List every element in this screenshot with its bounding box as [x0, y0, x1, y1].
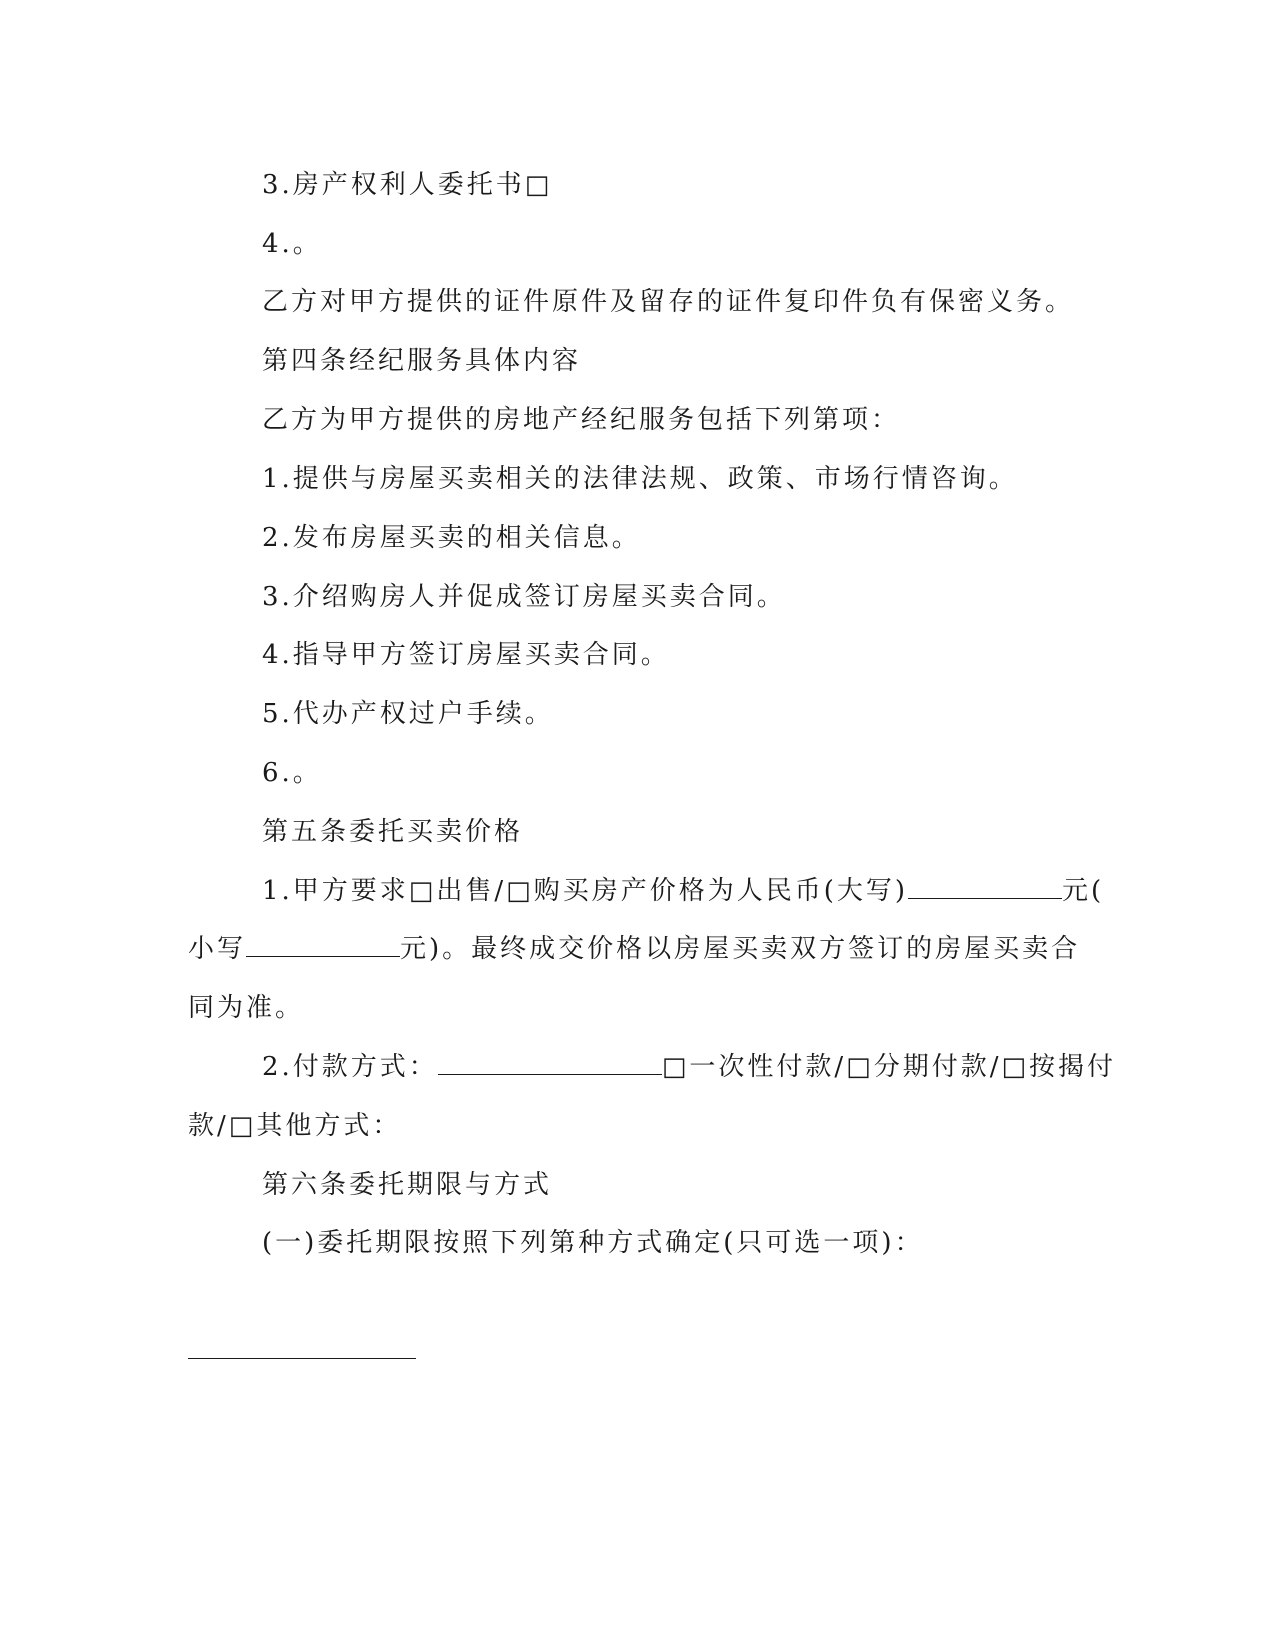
payment-text-b: □一次性付款/□分期付款/□按揭付	[661, 1052, 1117, 1082]
payment-method-blank[interactable]	[438, 1050, 662, 1075]
price-line-3: 同为准。	[188, 993, 305, 1023]
service-item-1: 1.提供与房屋买卖相关的法律法规、政策、市场行情咨询。	[262, 464, 1018, 494]
price-lowercase-blank[interactable]	[246, 932, 400, 957]
services-intro: 乙方为甲方提供的房地产经纪服务包括下列第项：	[262, 405, 901, 435]
service-item-5: 5.代办产权过户手续。	[262, 699, 554, 729]
article-6-heading: 第六条委托期限与方式	[262, 1170, 553, 1200]
price-uppercase-blank[interactable]	[908, 874, 1062, 899]
payment-text-a: 2.付款方式：	[262, 1052, 438, 1082]
confidentiality-clause: 乙方对甲方提供的证件原件及留存的证件复印件负有保密义务。	[262, 287, 1075, 317]
service-item-3: 3.介绍购房人并促成签订房屋买卖合同。	[262, 582, 786, 612]
service-item-2: 2.发布房屋买卖的相关信息。	[262, 523, 641, 553]
service-item-4: 4.指导甲方签订房屋买卖合同。	[262, 640, 670, 670]
payment-line-1	[262, 1050, 1116, 1084]
footnote-rule	[188, 1358, 416, 1359]
item-4-blank: 4.。	[262, 229, 322, 259]
price-line-2	[188, 932, 1080, 966]
price-text-c: 小写	[188, 934, 247, 964]
service-item-6: 6.。	[262, 758, 322, 788]
article-5-heading: 第五条委托买卖价格	[262, 817, 524, 847]
article-4-heading: 第四条经纪服务具体内容	[262, 346, 582, 376]
term-method-line: (一)委托期限按照下列第种方式确定(只可选一项)：	[262, 1228, 924, 1258]
price-text-d: 元)。最终成交价格以房屋买卖双方签订的房屋买卖合	[400, 934, 1081, 964]
price-text-b: 元(	[1062, 876, 1105, 906]
price-line-1	[262, 874, 1104, 908]
payment-line-2: 款/□其他方式：	[188, 1111, 402, 1141]
item-power-of-attorney: 3.房产权利人委托书□	[262, 170, 553, 200]
price-text-a: 1.甲方要求□出售/□购买房产价格为人民币(大写)	[262, 876, 908, 906]
